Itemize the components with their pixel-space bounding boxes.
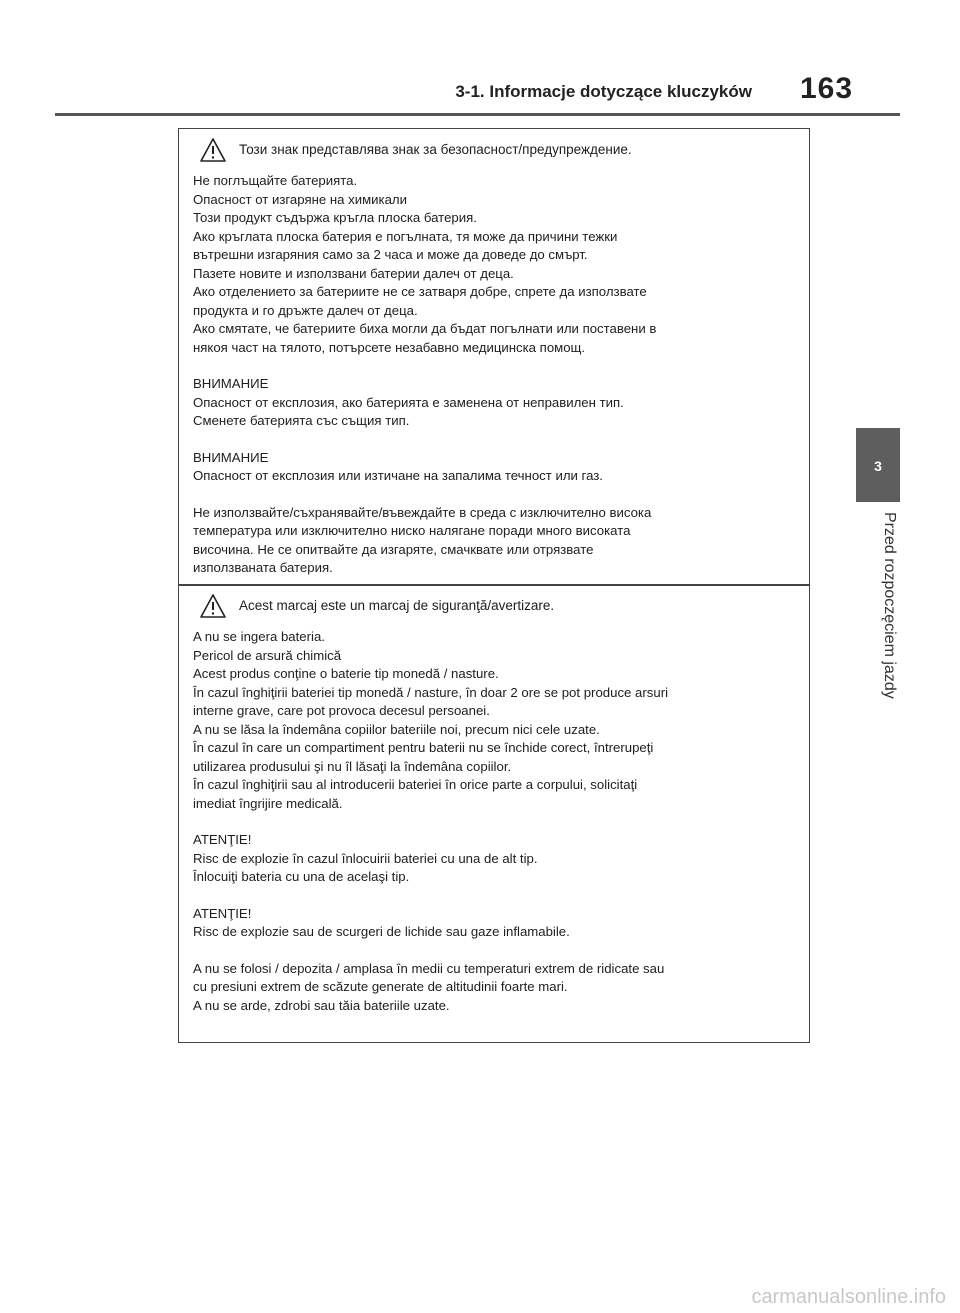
warning-text-line: utilizarea produsului şi nu îl lăsaţi la îndemâna copiilor. xyxy=(193,758,512,774)
bulgarian-warning xyxy=(179,137,809,596)
warning-text-line: Опасност от експлозия или изтичане на запалима течност или газ. xyxy=(193,468,603,483)
warning-text-line: interne grave, care pot provoca decesul persoanei. xyxy=(193,703,490,718)
warning-text-line: ВНИМАНИЕ xyxy=(193,449,269,465)
warning-text-line: Pericol de arsură chimică xyxy=(193,647,342,663)
page-number: 163 xyxy=(800,72,854,105)
warning-text-line: În cazul înghiţirii sau al introducerii bateriei în orice parte a corpului, solicitaţi xyxy=(193,777,638,792)
warning-paragraph xyxy=(193,172,795,357)
warning-text-line: A nu se arde, zdrobi sau tăia bateriile uzate. xyxy=(193,997,450,1013)
warning-paragraph xyxy=(193,831,795,887)
warning-text-line: вътрешни изгаряния само за 2 часа и може да доведе до смърт. xyxy=(193,247,588,262)
section-title: 3-1. Informacje dotyczące kluczyków xyxy=(455,82,752,101)
warning-text-line: височина. Не се опитвайте да изгаряте, смачквате или отрязвате xyxy=(193,541,594,557)
warning-paragraph xyxy=(193,375,795,431)
warning-text-line: Сменете батерията със същия тип. xyxy=(193,413,410,428)
warning-text-line: A nu se lăsa la îndemâna copiilor bateriile noi, precum nici cele uzate. xyxy=(193,721,600,737)
warning-text-line: температура или изключително ниско налягане поради много високата xyxy=(193,523,631,538)
warning-text-line: някоя част на тялото, потърсете незабавно медицинска помощ. xyxy=(193,339,586,355)
warning-text-line: Înlocuiţi bateria cu una de acelaşi tip. xyxy=(193,869,410,884)
bulgarian-warning-heading xyxy=(193,137,795,163)
warning-text-line: ATENŢIE! xyxy=(193,832,252,847)
warning-text-line: A nu se ingera bateria. xyxy=(193,629,325,644)
warning-text-line: продукта и го дръжте далеч от деца. xyxy=(193,302,418,318)
warning-triangle-icon xyxy=(199,137,227,163)
chapter-title: Przed rozpoczęciem jazdy xyxy=(881,512,898,699)
section-divider xyxy=(179,584,809,586)
chapter-tab[interactable] xyxy=(856,428,900,502)
watermark: carmanualsonline.info xyxy=(751,1286,946,1308)
warning-paragraph xyxy=(193,960,795,1016)
header-divider xyxy=(55,113,900,116)
romanian-paragraphs xyxy=(193,628,795,1015)
romanian-warning-heading xyxy=(193,593,795,619)
warning-text-line: imediat îngrijire medicală. xyxy=(193,795,343,811)
warning-text-line: ATENŢIE! xyxy=(193,905,252,921)
warning-text-line: În cazul înghiţirii bateriei tip monedă / nasture, în doar 2 ore se pot produce arsuri xyxy=(193,684,669,700)
warning-paragraph xyxy=(193,905,795,942)
warning-text-line: Опасност от експлозия, ако батерията е заменена от неправилен тип. xyxy=(193,394,624,410)
warning-paragraph xyxy=(193,628,795,813)
warning-text-line: Risc de explozie sau de scurgeri de lichide sau gaze inflamabile. xyxy=(193,924,570,939)
chapter-number: 3 xyxy=(874,458,882,474)
warning-heading-text: Acest marcaj este un marcaj de siguranţă/avertizare. xyxy=(239,597,555,613)
warning-text-line: използваната батерия. xyxy=(193,560,333,575)
warning-text-line: Опасност от изгаряне на химикали xyxy=(193,191,407,207)
warning-paragraph xyxy=(193,449,795,486)
warning-text-line: În cazul în care un compartiment pentru baterii nu se închide corect, întrerupeţi xyxy=(193,740,654,755)
warning-text-line: Risc de explozie în cazul înlocuirii bateriei cu una de alt tip. xyxy=(193,850,538,866)
warning-text-line: Този продукт съдържа кръгла плоска батерия. xyxy=(193,210,477,225)
warning-text-line: ВНИМАНИЕ xyxy=(193,376,269,391)
warning-paragraph xyxy=(193,504,795,578)
romanian-warning xyxy=(179,593,809,1033)
warning-text-line: A nu se folosi / depozita / amplasa în medii cu temperaturi extrem de ridicate sau xyxy=(193,960,665,976)
warning-text-line: Пазете новите и използвани батерии далеч от деца. xyxy=(193,265,514,281)
warning-text-line: Acest produs conţine o baterie tip monedă / nasture. xyxy=(193,666,499,681)
warning-text-line: Ако отделението за батериите не се затваря добре, спрете да използвате xyxy=(193,284,647,299)
warning-heading-text: Този знак представлява знак за безопасност/предупреждение. xyxy=(239,141,632,157)
bulgarian-paragraphs xyxy=(193,172,795,578)
warning-text-line: Не използвайте/съхранявайте/въвеждайте в среда с изключително висока xyxy=(193,504,652,520)
warning-text-line: Ако кръглата плоска батерия е погълната, тя може да причини тежки xyxy=(193,228,618,244)
warning-text-line: Не поглъщайте батерията. xyxy=(193,173,358,188)
warning-text-line: cu presiuni extrem de scăzute generate de altitudinii foarte mari. xyxy=(193,979,568,994)
warning-text-line: Ако смятате, че батериите биха могли да бъдат погълнати или поставени в xyxy=(193,321,657,336)
warning-triangle-icon xyxy=(199,593,227,619)
battery-warning-box xyxy=(178,128,810,1043)
